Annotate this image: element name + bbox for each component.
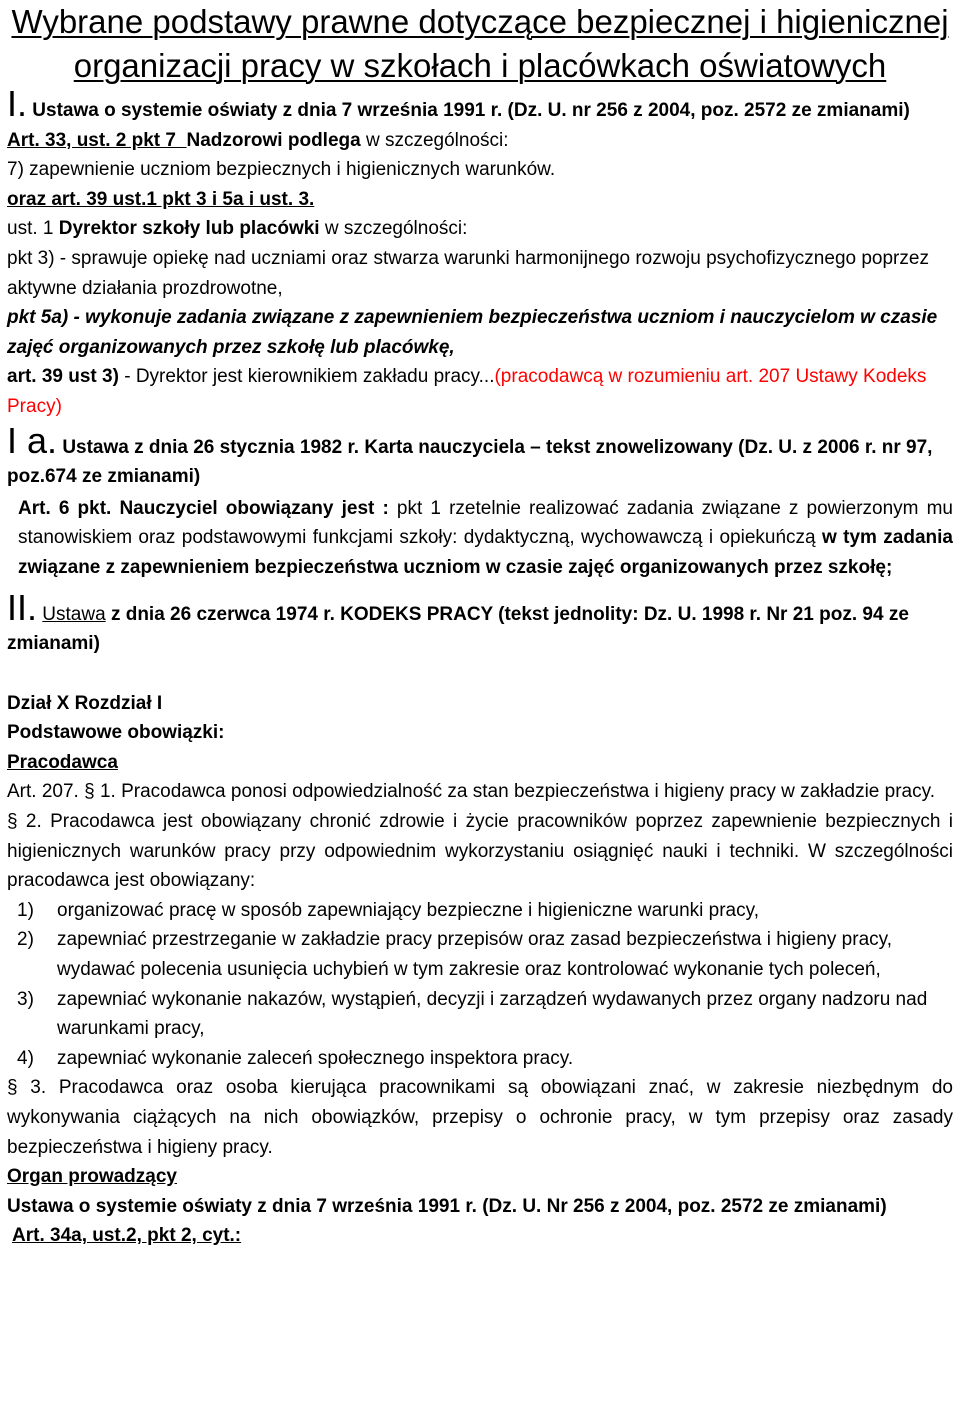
- art-6-paragraph: [0, 494, 960, 583]
- article-text: w szczególności:: [365, 129, 509, 151]
- section-1-law: Ustawa o systemie oświaty z dnia 7 września 1991 r. (Dz. U. nr 256 z 2004, poz. 2572 ze zmianami): [32, 100, 910, 121]
- list-item: [0, 1044, 960, 1074]
- ust-1-text: w szczególności:: [324, 218, 468, 240]
- obligations-list: [0, 896, 960, 1074]
- organ-law: Ustawa o systemie oświaty z dnia 7 września 1991 r. (Dz. U. Nr 256 z 2004, poz. 2572 ze zmianami): [7, 1195, 887, 1217]
- section-1a-numeral: I a.: [7, 419, 58, 461]
- art-39-note: (pracodawcą w rozumieniu art. 207 Ustawy Kodeks Pracy): [7, 366, 927, 417]
- point-7: 7) zapewnienie uczniom bezpiecznych i higienicznych warunków.: [7, 159, 556, 181]
- ust-1-label: ust. 1: [7, 218, 54, 240]
- oraz-reference: oraz art. 39 ust.1 pkt 3 i 5a i ust. 3.: [7, 188, 315, 210]
- section-1a-law: Ustawa z dnia 26 stycznia 1982 r. Karta nauczyciela – tekst znowelizowany (Dz. U. z 2006 r. nr 97, poz.674 ze zmianami): [7, 436, 933, 488]
- list-item-text: zapewniać wykonanie nakazów, wystąpień, decyzji i zarządzeń wydawanych przez organy nadzoru nad warunkami pracy,: [57, 988, 928, 1040]
- section-2-heading: [0, 586, 960, 659]
- art-6-label: Art. 6 pkt.: [18, 497, 112, 519]
- list-item-text: zapewniać przestrzeganie w zakładzie pracy przepisów oraz zasad bezpieczeństwa i higieny pracy, wydawać polecenia usunięcia uchybień w tym zakresie oraz kontrolować wykonanie tych poleceń,: [57, 929, 893, 981]
- art-207-par-1: Art. 207. § 1. Pracodawca ponosi odpowiedzialność za stan bezpieczeństwa i higieny pracy w zakładzie pracy.: [7, 781, 935, 803]
- section-1-heading: [0, 83, 960, 126]
- art-39-text: - Dyrektor jest kierownikiem zakładu pracy...: [124, 366, 495, 388]
- art-6-text: pkt 1 rzetelnie realizować zadania związane z powierzonym mu stanowiskiem oraz podstawowymi funkcjami szkoły: dydaktyczną, wychowawczą i opiekuńczą: [18, 497, 953, 549]
- document-title: Wybrane podstawy prawne dotyczące bezpiecznej i higienicznej organizacji pracy w szkołach i placówkach oświatowych: [11, 3, 949, 84]
- list-item: [0, 925, 960, 984]
- art-39-ust-3: [0, 362, 960, 421]
- pkt-5a: pkt 5a) - wykonuje zadania związane z zapewnieniem bezpieczeństwa uczniom i nauczycielom w czasie zajęć organizowanych przez szkołę lub placówkę,: [7, 307, 938, 358]
- list-item-text: zapewniać wykonanie zaleceń społecznego inspektora pracy.: [57, 1047, 574, 1069]
- art-6-duty: w tym zadania związane z zapewnieniem bezpieczeństwa uczniom w czasie zajęć organizowanych przez szkołę;: [18, 527, 953, 578]
- art-34a-reference: Art. 34a, ust.2, pkt 2, cyt.:: [12, 1225, 242, 1247]
- organ-heading: Organ prowadzący: [7, 1166, 177, 1188]
- pkt-3: pkt 3) - sprawuje opiekę nad uczniami oraz stwarza warunki harmonijnego rozwoju psychofizycznego poprzez aktywne działania prozdrowotne,: [7, 247, 929, 299]
- art-207-par-2: § 2. Pracodawca jest obowiązany chronić zdrowie i życie pracowników poprzez zapewnienie bezpiecznych i higienicznych warunków pracy przy odpowiednim wykorzystaniu osiągnięć nauki i techniki. W szczególności pracodawca jest obowiązany:: [7, 811, 953, 892]
- list-item: [0, 896, 960, 926]
- pracodawca-heading: Pracodawca: [7, 751, 118, 773]
- ust-1-paragraph: [0, 214, 960, 244]
- section-1a-heading: [0, 419, 960, 492]
- list-item: [0, 985, 960, 1044]
- art-207-par-3: § 3. Pracodawca oraz osoba kierująca pracownikami są obowiązani znać, w zakresie niezbędnym do wykonywania ciążących na nich obowiązków, przepisy o ochronie pracy, w tym przepisy oraz zasady bezpieczeństwa i higieny pracy.: [7, 1077, 953, 1158]
- podstawowe-heading: Podstawowe obowiązki:: [7, 722, 225, 744]
- section-1-numeral: I.: [7, 83, 28, 124]
- dzial-heading: Dział X Rozdział I: [7, 692, 163, 714]
- list-item-number: 2): [17, 929, 34, 951]
- article-reference: Art. 33, ust. 2 pkt 7: [7, 129, 176, 151]
- art-39-label: art. 39 ust 3): [7, 366, 119, 388]
- ust-1-subject: Dyrektor szkoły lub placówki: [58, 218, 320, 240]
- list-item-number: 3): [17, 988, 34, 1010]
- section-2-ustawa: Ustawa: [42, 603, 106, 625]
- section-2-law: z dnia 26 czerwca 1974 r. KODEKS PRACY (tekst jednolity: Dz. U. 1998 r. Nr 21 poz. 94 ze zmianami): [7, 603, 909, 655]
- list-item-number: 1): [17, 899, 34, 921]
- art-6-subject: Nauczyciel obowiązany jest :: [119, 497, 389, 519]
- article-subject: Nadzorowi podlega: [186, 129, 361, 151]
- list-item-text: organizować pracę w sposób zapewniający bezpieczne i higieniczne warunki pracy,: [57, 899, 759, 921]
- section-1-article: [0, 126, 960, 156]
- list-item-number: 4): [17, 1047, 34, 1069]
- section-2-numeral: II.: [7, 586, 38, 628]
